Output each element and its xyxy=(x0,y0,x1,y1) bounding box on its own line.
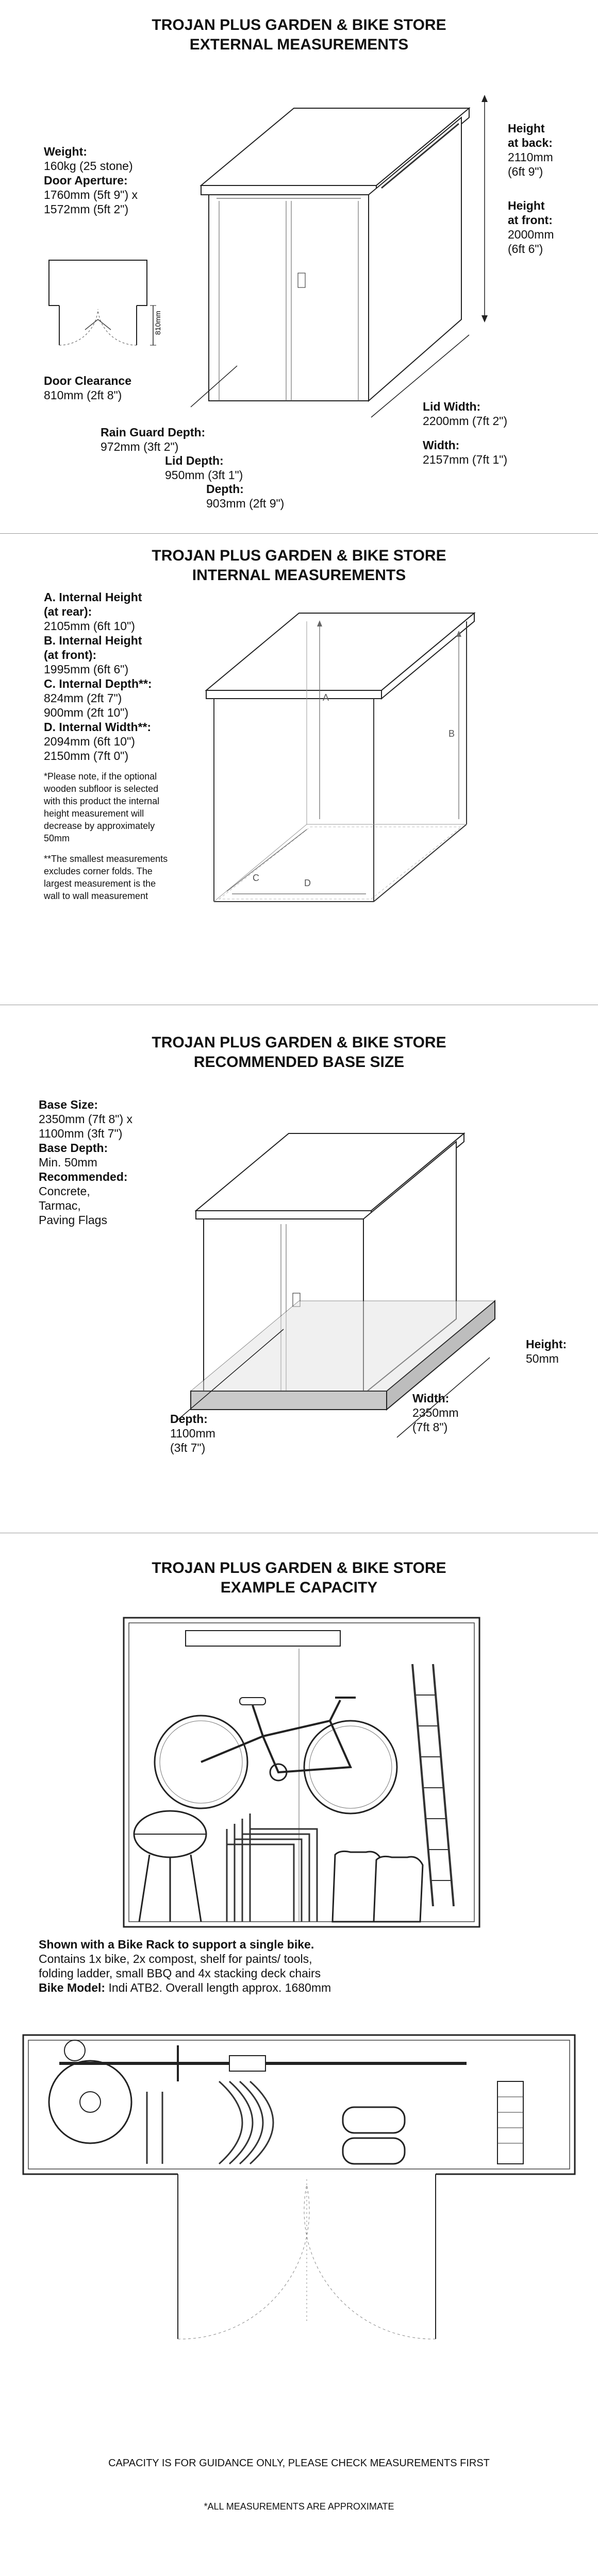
depth-spec: Depth: 903mm (2ft 9") xyxy=(206,482,285,510)
lid-depth-spec: Lid Depth: 950mm (3ft 1") xyxy=(165,454,243,482)
guidance-footer: CAPACITY IS FOR GUIDANCE ONLY, PLEASE CHECK MEASUREMENTS FIRST xyxy=(108,2458,490,2469)
section-divider xyxy=(0,533,598,534)
base-specs: Base Size: 2350mm (7ft 8") x 1100mm (3ft 7") Base Depth: Min. 50mm Recommended: Concrete, Tarmac, Paving Flags xyxy=(39,1098,133,1227)
subfloor-note: *Please note, if the optional wooden subfloor is selected with this product the internal height measurement will decrease by approximately 50mm xyxy=(44,771,160,843)
base-title: TROJAN PLUS GARDEN & BIKE STORE RECOMMENDED BASE SIZE xyxy=(152,1034,446,1071)
capacity-description: Shown with a Bike Rack to support a single bike. Contains 1x bike, 2x compost, shelf for paints/ tools, folding ladder, small BBQ and 4x stacking deck chairs Bike Model: Indi ATB2. Overall length approx. 1680mm xyxy=(39,1938,331,1994)
internal-shed-drawing xyxy=(196,598,485,917)
internal-specs: A. Internal Height (at rear): 2105mm (6ft 10") B. Internal Height (at front): 1995mm (6ft 6") C. Internal Depth**: 824mm (2ft 7") 900mm (2ft 10") D. Internal Width**: 2094mm (6ft 10") 2150mm (7ft 0") xyxy=(44,590,152,762)
door-clearance-diagram xyxy=(44,258,162,371)
base-height-spec: Height: 50mm xyxy=(526,1337,567,1365)
base-width-spec: Width: 2350mm (7ft 8") xyxy=(412,1392,459,1434)
marker-d: D xyxy=(304,878,311,888)
marker-c: C xyxy=(253,873,259,883)
capacity-top-view xyxy=(23,2035,575,2360)
measurement-note: **The smallest measurements excludes corner folds. The largest measurement is the wall to wall measurement xyxy=(44,854,168,901)
marker-b: B xyxy=(448,728,455,739)
marker-a: A xyxy=(323,692,329,703)
weight-spec: Weight: 160kg (25 stone) Door Aperture: 1760mm (5ft 9") x 1572mm (5ft 2") xyxy=(44,145,138,216)
approx-footer: *ALL MEASUREMENTS ARE APPROXIMATE xyxy=(204,2501,394,2512)
width-spec: Width: 2157mm (7ft 1") xyxy=(423,438,508,466)
rain-guard-spec: Rain Guard Depth: 972mm (3ft 2") xyxy=(101,426,206,453)
external-title: TROJAN PLUS GARDEN & BIKE STORE EXTERNAL MEASUREMENTS xyxy=(152,16,446,53)
height-back-spec: Height at back: 2110mm (6ft 9") xyxy=(508,122,553,178)
lid-width-spec: Lid Width: 2200mm (7ft 2") xyxy=(423,400,508,428)
clearance-dim-label: 810mm xyxy=(154,311,162,335)
internal-title: TROJAN PLUS GARDEN & BIKE STORE INTERNAL MEASUREMENTS xyxy=(152,547,446,584)
capacity-title: TROJAN PLUS GARDEN & BIKE STORE EXAMPLE CAPACITY xyxy=(152,1560,446,1596)
height-front-spec: Height at front: 2000mm (6ft 6") xyxy=(508,199,554,256)
external-shed-drawing xyxy=(180,77,500,428)
door-clearance-spec: Door Clearance 810mm (2ft 8") xyxy=(44,374,132,402)
base-depth-spec: Depth: 1100mm (3ft 7") xyxy=(170,1412,215,1454)
capacity-front-view xyxy=(124,1618,479,1927)
